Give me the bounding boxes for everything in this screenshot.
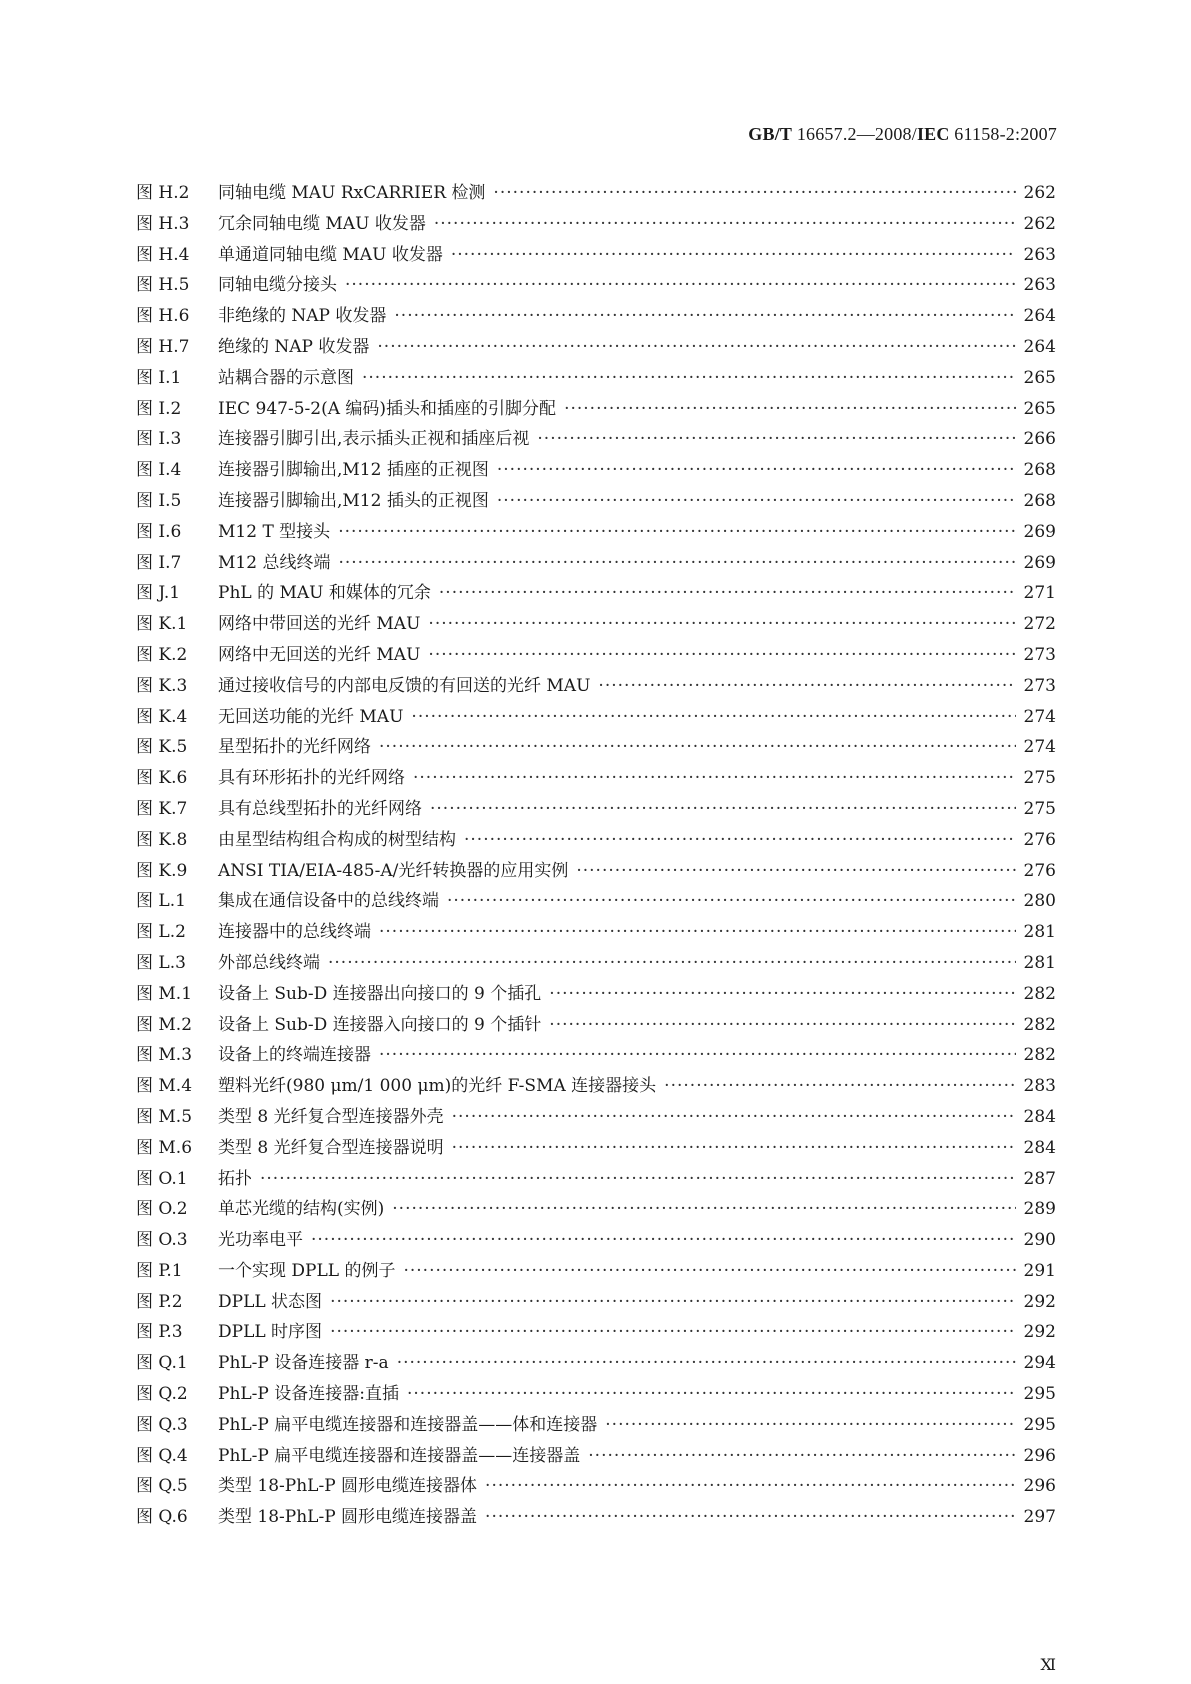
toc-entry[interactable] <box>136 209 1056 240</box>
leader-dots <box>403 1261 1016 1281</box>
figure-title: 类型 8 光纤复合型连接器说明 <box>218 1137 444 1158</box>
figure-title: 设备上的终端连接器 <box>218 1045 371 1066</box>
figure-number: 图 H.5 <box>136 275 190 296</box>
toc-entry[interactable] <box>136 886 1056 917</box>
figure-number: 图 M.3 <box>136 1045 193 1066</box>
leader-dots <box>605 1415 1016 1435</box>
page-number: 271 <box>1023 583 1056 604</box>
figure-title: 类型 18-PhL-P 圆形电缆连接器盖 <box>218 1507 478 1528</box>
figure-title: 无回送功能的光纤 MAU <box>218 706 404 727</box>
page-number: 290 <box>1023 1230 1056 1251</box>
figure-title: 类型 8 光纤复合型连接器外壳 <box>218 1106 444 1127</box>
figure-title: 类型 18-PhL-P 圆形电缆连接器体 <box>218 1476 478 1497</box>
toc-entry[interactable] <box>136 702 1056 733</box>
toc-entry[interactable] <box>136 1194 1056 1225</box>
toc-entry[interactable] <box>136 979 1056 1010</box>
running-header <box>748 124 1057 145</box>
leader-dots <box>413 768 1016 788</box>
figure-title: 设备上 Sub-D 连接器出向接口的 9 个插孔 <box>218 983 542 1004</box>
toc-entry[interactable] <box>136 578 1056 609</box>
figure-number: 图 O.2 <box>136 1199 188 1220</box>
toc-entry[interactable] <box>136 240 1056 271</box>
figure-number: 图 Q.4 <box>136 1445 188 1466</box>
toc-entry[interactable] <box>136 1102 1056 1133</box>
toc-entry[interactable] <box>136 1379 1056 1410</box>
toc-entry[interactable] <box>136 517 1056 548</box>
leader-dots <box>338 553 1016 573</box>
figure-number: 图 I.3 <box>136 429 182 450</box>
figure-title: 同轴电缆分接头 <box>218 275 337 296</box>
figure-title: PhL-P 扁平电缆连接器和连接器盖——连接器盖 <box>218 1445 581 1466</box>
leader-dots <box>379 737 1016 757</box>
leader-dots <box>549 984 1016 1004</box>
page-number: 264 <box>1023 306 1056 327</box>
leader-dots <box>345 275 1016 295</box>
toc-entry[interactable] <box>136 486 1056 517</box>
page-number: 264 <box>1023 336 1056 357</box>
page-number: 295 <box>1023 1384 1056 1405</box>
figure-title: PhL-P 设备连接器:直插 <box>218 1384 399 1405</box>
figure-number: 图 Q.2 <box>136 1384 188 1405</box>
toc-entry[interactable] <box>136 1471 1056 1502</box>
page-number: 266 <box>1023 429 1056 450</box>
figure-number: 图 Q.3 <box>136 1414 188 1435</box>
figure-title: 单芯光缆的结构(实例) <box>218 1199 385 1220</box>
page-number: 280 <box>1023 891 1056 912</box>
figure-title: 拓扑 <box>218 1168 252 1189</box>
figure-title: 单通道同轴电缆 MAU 收发器 <box>218 244 443 265</box>
leader-dots <box>260 1169 1016 1189</box>
leader-dots <box>377 337 1016 357</box>
figure-title: DPLL 时序图 <box>218 1322 323 1343</box>
toc-entry[interactable] <box>136 917 1056 948</box>
figure-number: 图 J.1 <box>136 583 181 604</box>
leader-dots <box>576 861 1016 881</box>
page-number: 276 <box>1023 860 1056 881</box>
figure-title: 塑料光纤(980 μm/1 000 μm)的光纤 F-SMA 连接器接头 <box>218 1076 657 1097</box>
header-iec: IEC <box>916 124 950 144</box>
figure-title: IEC 947-5-2(A 编码)插头和插座的引脚分配 <box>218 398 557 419</box>
figure-number: 图 K.4 <box>136 706 188 727</box>
toc-entry[interactable] <box>136 394 1056 425</box>
figure-title: 具有环形拓扑的光纤网络 <box>218 768 405 789</box>
toc-entry[interactable] <box>136 856 1056 887</box>
figure-number: 图 I.1 <box>136 367 182 388</box>
page-number: 274 <box>1023 706 1056 727</box>
leader-dots <box>330 1322 1016 1342</box>
page-number: 284 <box>1023 1106 1056 1127</box>
figure-title: PhL-P 扁平电缆连接器和连接器盖——体和连接器 <box>218 1414 598 1435</box>
leader-dots <box>407 1384 1016 1404</box>
page-number: 297 <box>1023 1507 1056 1528</box>
leader-dots <box>549 1015 1016 1035</box>
figure-number: 图 P.2 <box>136 1291 183 1312</box>
figure-number: 图 Q.5 <box>136 1476 188 1497</box>
leader-dots <box>330 1292 1016 1312</box>
leader-dots <box>392 1199 1016 1219</box>
figure-number: 图 M.4 <box>136 1076 193 1097</box>
figure-title: M12 总线终端 <box>218 552 331 573</box>
page-number: 269 <box>1023 521 1056 542</box>
page-number: 274 <box>1023 737 1056 758</box>
figure-title: PhL-P 设备连接器 r-a <box>218 1353 389 1374</box>
figure-number: 图 L.2 <box>136 922 186 943</box>
page-number: 283 <box>1023 1076 1056 1097</box>
figure-title: 通过接收信号的内部电反馈的有回送的光纤 MAU <box>218 675 591 696</box>
leader-dots <box>394 306 1016 326</box>
figure-title: 网络中带回送的光纤 MAU <box>218 614 421 635</box>
page-number: 268 <box>1023 460 1056 481</box>
figure-title: M12 T 型接头 <box>218 521 331 542</box>
leader-dots <box>379 1045 1016 1065</box>
page-number: 262 <box>1023 183 1056 203</box>
toc-entry[interactable] <box>136 732 1056 763</box>
figure-title: 同轴电缆 MAU RxCARRIER 检测 <box>218 183 486 203</box>
toc-entry[interactable] <box>136 794 1056 825</box>
figure-number: 图 Q.6 <box>136 1507 188 1528</box>
leader-dots <box>497 460 1016 480</box>
toc-entry[interactable] <box>136 301 1056 332</box>
leader-dots <box>664 1076 1016 1096</box>
figure-number: 图 K.3 <box>136 675 188 696</box>
figure-title: 外部总线终端 <box>218 952 320 973</box>
page-number: 287 <box>1023 1168 1056 1189</box>
figure-number: 图 K.8 <box>136 829 188 850</box>
leader-dots <box>485 1507 1016 1527</box>
page-number: 265 <box>1023 367 1056 388</box>
figure-title: 冗余同轴电缆 MAU 收发器 <box>218 213 426 234</box>
toc-entry[interactable] <box>136 763 1056 794</box>
figure-number: 图 O.1 <box>136 1168 188 1189</box>
toc-entry[interactable] <box>136 1410 1056 1441</box>
figure-number: 图 L.3 <box>136 952 186 973</box>
figure-number: 图 K.1 <box>136 614 188 635</box>
leader-dots <box>452 1138 1016 1158</box>
leader-dots <box>451 245 1016 265</box>
toc-entry[interactable] <box>136 1225 1056 1256</box>
leader-dots <box>379 922 1016 942</box>
leader-dots <box>311 1230 1016 1250</box>
leader-dots <box>537 429 1016 449</box>
figure-number: 图 M.2 <box>136 1014 193 1035</box>
page-number: 296 <box>1023 1445 1056 1466</box>
page-number: 263 <box>1023 244 1056 265</box>
figure-number: 图 I.6 <box>136 521 182 542</box>
figure-number: 图 H.4 <box>136 244 190 265</box>
page-number: 295 <box>1023 1414 1056 1435</box>
toc-entry[interactable] <box>136 1348 1056 1379</box>
leader-dots <box>434 214 1016 234</box>
leader-dots <box>439 583 1016 603</box>
leader-dots <box>328 953 1016 973</box>
page-number: 268 <box>1023 490 1056 511</box>
leader-dots <box>598 676 1016 696</box>
figure-title: PhL 的 MAU 和媒体的冗余 <box>218 583 431 604</box>
page-number: 282 <box>1023 1045 1056 1066</box>
leader-dots <box>493 183 1016 203</box>
figure-title: ANSI TIA/EIA-485-A/光纤转换器的应用实例 <box>218 860 569 881</box>
figure-number: 图 K.7 <box>136 798 188 819</box>
toc-entry[interactable] <box>136 609 1056 640</box>
figure-title: 连接器引脚输出,M12 插座的正视图 <box>218 460 489 481</box>
figure-number: 图 K.9 <box>136 860 188 881</box>
page-number: 263 <box>1023 275 1056 296</box>
leader-dots <box>485 1476 1016 1496</box>
page-number: 269 <box>1023 552 1056 573</box>
page-number: 282 <box>1023 983 1056 1004</box>
figure-title: 具有总线型拓扑的光纤网络 <box>218 798 422 819</box>
leader-dots <box>447 891 1016 911</box>
header-iec-number: 61158-2:2007 <box>949 124 1057 144</box>
leader-dots <box>497 491 1016 511</box>
figure-list <box>136 178 1056 1533</box>
figure-number: 图 M.6 <box>136 1137 193 1158</box>
figure-number: 图 K.5 <box>136 737 188 758</box>
figure-title: DPLL 状态图 <box>218 1291 323 1312</box>
page-number: 289 <box>1023 1199 1056 1220</box>
figure-number: 图 I.5 <box>136 490 182 511</box>
leader-dots <box>411 707 1016 727</box>
leader-dots <box>428 614 1016 634</box>
figure-title: 非绝缘的 NAP 收发器 <box>218 306 387 327</box>
figure-number: 图 M.1 <box>136 983 193 1004</box>
toc-entry[interactable] <box>136 640 1056 671</box>
figure-title: 连接器引脚引出,表示插头正视和插座后视 <box>218 429 530 450</box>
toc-entry[interactable] <box>136 270 1056 301</box>
figure-number: 图 K.6 <box>136 768 188 789</box>
page-number: 281 <box>1023 922 1056 943</box>
toc-entry[interactable] <box>136 1287 1056 1318</box>
figure-title: 集成在通信设备中的总线终端 <box>218 891 439 912</box>
toc-entry[interactable] <box>136 1010 1056 1041</box>
figure-number: 图 O.3 <box>136 1230 188 1251</box>
leader-dots <box>564 399 1016 419</box>
page-number: 284 <box>1023 1137 1056 1158</box>
toc-entry[interactable] <box>136 1317 1056 1348</box>
figure-number: 图 H.6 <box>136 306 190 327</box>
figure-number: 图 I.4 <box>136 460 182 481</box>
page-number: 275 <box>1023 768 1056 789</box>
page-number: 292 <box>1023 1322 1056 1343</box>
toc-entry[interactable] <box>136 332 1056 363</box>
page-number: 262 <box>1023 213 1056 234</box>
header-standard-number: 16657.2—2008/ <box>792 124 917 144</box>
page-number: 292 <box>1023 1291 1056 1312</box>
toc-entry[interactable] <box>136 825 1056 856</box>
toc-entry[interactable] <box>136 424 1056 455</box>
leader-dots <box>338 522 1016 542</box>
toc-entry[interactable] <box>136 1040 1056 1071</box>
page-number: 294 <box>1023 1353 1056 1374</box>
figure-title: 连接器中的总线终端 <box>218 922 371 943</box>
toc-entry[interactable] <box>136 1133 1056 1164</box>
toc-entry[interactable] <box>136 1164 1056 1195</box>
page-number: 291 <box>1023 1260 1056 1281</box>
figure-title: 设备上 Sub-D 连接器入向接口的 9 个插针 <box>218 1014 542 1035</box>
page-folio: Ⅺ <box>1040 1655 1056 1674</box>
figure-number: 图 H.7 <box>136 336 190 357</box>
page-number: 273 <box>1023 644 1056 665</box>
figure-title: 一个实现 DPLL 的例子 <box>218 1260 396 1281</box>
figure-title: 由星型结构组合构成的树型结构 <box>218 829 456 850</box>
page-number: 282 <box>1023 1014 1056 1035</box>
figure-number: 图 Q.1 <box>136 1353 188 1374</box>
figure-number: 图 I.7 <box>136 552 182 573</box>
leader-dots <box>588 1446 1016 1466</box>
figure-number: 图 P.1 <box>136 1260 183 1281</box>
leader-dots <box>362 368 1016 388</box>
toc-entry[interactable] <box>136 548 1056 579</box>
figure-number: 图 H.2 <box>136 183 190 203</box>
toc-entry[interactable] <box>136 1502 1056 1533</box>
header-gbt: GB/T <box>748 124 793 144</box>
figure-number: 图 M.5 <box>136 1106 193 1127</box>
figure-number: 图 H.3 <box>136 213 190 234</box>
toc-entry[interactable] <box>136 363 1056 394</box>
page-number: 296 <box>1023 1476 1056 1497</box>
leader-dots <box>428 645 1016 665</box>
page-number: 272 <box>1023 614 1056 635</box>
page-number: 273 <box>1023 675 1056 696</box>
toc-entry[interactable] <box>136 1441 1056 1472</box>
figure-number: 图 K.2 <box>136 644 188 665</box>
page-number: 275 <box>1023 798 1056 819</box>
figure-title: 光功率电平 <box>218 1230 303 1251</box>
leader-dots <box>397 1353 1016 1373</box>
toc-entry[interactable] <box>136 948 1056 979</box>
toc-entry[interactable] <box>136 178 1056 209</box>
toc-entry[interactable] <box>136 1071 1056 1102</box>
figure-title: 星型拓扑的光纤网络 <box>218 737 371 758</box>
figure-title: 绝缘的 NAP 收发器 <box>218 336 370 357</box>
toc-entry[interactable] <box>136 671 1056 702</box>
figure-title: 网络中无回送的光纤 MAU <box>218 644 421 665</box>
toc-entry[interactable] <box>136 455 1056 486</box>
page-number: 265 <box>1023 398 1056 419</box>
leader-dots <box>464 830 1016 850</box>
figure-number: 图 I.2 <box>136 398 182 419</box>
toc-entry[interactable] <box>136 1256 1056 1287</box>
figure-number: 图 L.1 <box>136 891 186 912</box>
page-number: 276 <box>1023 829 1056 850</box>
figure-title: 连接器引脚输出,M12 插头的正视图 <box>218 490 489 511</box>
leader-dots <box>452 1107 1016 1127</box>
leader-dots <box>430 799 1016 819</box>
figure-title: 站耦合器的示意图 <box>218 367 354 388</box>
page-number: 281 <box>1023 952 1056 973</box>
figure-number: 图 P.3 <box>136 1322 183 1343</box>
